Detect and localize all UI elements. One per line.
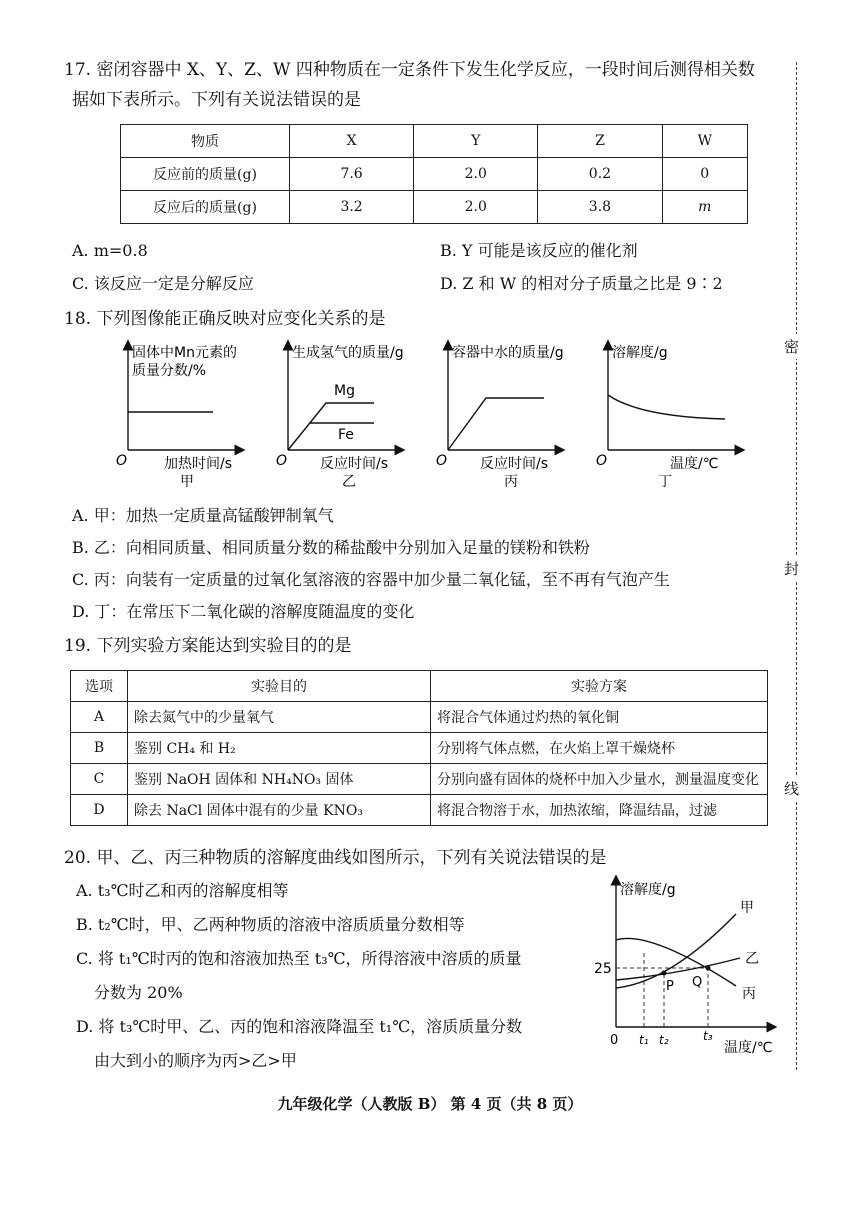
q20-label-p: P	[666, 979, 674, 994]
yi-caption: 乙	[342, 474, 356, 490]
q20-tick-t1: t₁	[639, 1033, 649, 1047]
q20-y-tick: 25	[594, 961, 612, 977]
q20-option-c1: C. 将 t₁℃时丙的饱和溶液加热至 t₃℃，所得溶液中溶质的质量	[76, 949, 522, 968]
bing-origin: O	[436, 453, 448, 469]
ding-ylabel: 溶解度/g	[612, 345, 668, 361]
binding-label-mi: 密	[784, 334, 799, 359]
bing-xlabel: 反应时间/s	[480, 456, 549, 472]
q17-option-b: B. Y 可能是该反应的催化剂	[440, 241, 638, 260]
table-cell: 0	[662, 158, 747, 191]
table-cell: 反应后的质量(g)	[121, 191, 290, 224]
jia-caption: 甲	[180, 474, 194, 490]
table-cell: 7.6	[290, 158, 414, 191]
q20-label-bing: 丙	[742, 986, 756, 1002]
q19-stem: 19. 下列实验方案能达到实验目的的是	[64, 636, 352, 656]
q17-option-d: D. Z 和 W 的相对分子质量之比是 9∶2	[440, 274, 723, 293]
yi-mg-curve	[288, 403, 374, 450]
table-cell: W	[662, 125, 747, 158]
table-row	[71, 702, 768, 733]
yi-ylabel: 生成氢气的质量/g	[292, 345, 404, 361]
table-row	[71, 733, 768, 764]
curve-bing	[616, 938, 736, 986]
q20-option-b: B. t₂℃时，甲、乙两种物质的溶液中溶质质量分数相等	[76, 915, 465, 934]
table-cell: 将混合气体通过灼热的氧化铜	[431, 702, 768, 733]
table-cell: 反应前的质量(g)	[121, 158, 290, 191]
table-cell: 分别向盛有固体的烧杯中加入少量水，测量温度变化	[431, 764, 768, 795]
jia-xlabel: 加热时间/s	[164, 456, 233, 472]
curve-jia	[616, 914, 736, 988]
ding-curve	[608, 395, 725, 419]
ding-caption: 丁	[658, 474, 672, 490]
table-cell: 实验方案	[431, 671, 768, 702]
jia-origin: O	[116, 453, 128, 469]
table-cell: 除去 NaCl 固体中混有的少量 KNO₃	[128, 795, 431, 826]
q20-option-d2: 由大到小的顺序为丙>乙>甲	[94, 1051, 297, 1070]
graph-jia	[116, 344, 240, 490]
table-cell: D	[71, 795, 128, 826]
graph-yi	[276, 344, 404, 490]
q18-option-c: C. 丙：向装有一定质量的过氧化氢溶液的容器中加少量二氧化锰，至不再有气泡产生	[72, 570, 670, 589]
table-cell: C	[71, 764, 128, 795]
q20-tick-t2: t₂	[659, 1033, 669, 1047]
table-cell: 2.0	[414, 191, 538, 224]
ding-origin: O	[596, 453, 608, 469]
graph-ding	[596, 344, 740, 490]
table-row	[121, 125, 748, 158]
q19-table	[70, 670, 768, 826]
table-cell: m	[662, 191, 747, 224]
page-footer: 九年级化学（人教版 B） 第 4 页（共 8 页）	[277, 1095, 583, 1113]
point-p-dot	[662, 971, 667, 976]
table-cell: Z	[538, 125, 662, 158]
q18-graphs	[110, 335, 790, 495]
q20-option-a: A. t₃℃时乙和丙的溶解度相等	[76, 881, 289, 900]
bing-caption: 丙	[504, 474, 518, 490]
q17-stem-line2: 据如下表所示。下列有关说法错误的是	[72, 90, 361, 110]
graph-bing	[436, 344, 564, 490]
binding-label-xian: 线	[784, 776, 799, 801]
point-q-dot	[706, 966, 711, 971]
q20-xlabel: 温度/℃	[724, 1040, 773, 1056]
q20-stem: 20. 甲、乙、丙三种物质的溶解度曲线如图所示，下列有关说法错误的是	[64, 848, 607, 868]
table-cell: 将混合物溶于水，加热浓缩，降温结晶，过滤	[431, 795, 768, 826]
yi-xlabel: 反应时间/s	[320, 456, 389, 472]
q18-stem: 18. 下列图像能正确反映对应变化关系的是	[64, 309, 386, 329]
q17-option-c: C. 该反应一定是分解反应	[72, 274, 254, 293]
table-cell: 选项	[71, 671, 128, 702]
table-cell: 分别将气体点燃，在火焰上罩干燥烧杯	[431, 733, 768, 764]
table-cell: B	[71, 733, 128, 764]
q20-option-d1: D. 将 t₃℃时甲、乙、丙的饱和溶液降温至 t₁℃，溶质质量分数	[76, 1017, 523, 1036]
q17-stem-line1: 17. 密闭容器中 X、Y、Z、W 四种物质在一定条件下发生化学反应，一段时间后测得相关数	[64, 60, 755, 80]
q20-label-jia: 甲	[740, 900, 754, 916]
bing-curve	[448, 398, 544, 450]
q20-ylabel: 溶解度/g	[620, 882, 676, 898]
ding-xlabel: 温度/℃	[670, 456, 719, 472]
q20-label-q: Q	[692, 975, 703, 990]
table-row	[71, 671, 768, 702]
q20-label-yi: 乙	[745, 951, 759, 967]
q20-option-c2: 分数为 20%	[94, 983, 183, 1002]
jia-ylabel1: 固体中Mn元素的	[132, 345, 237, 361]
table-cell: 实验目的	[128, 671, 431, 702]
table-cell: 3.8	[538, 191, 662, 224]
bing-ylabel: 容器中水的质量/g	[452, 345, 564, 361]
q20-tick-t3: t₃	[703, 1029, 713, 1043]
table-row	[71, 795, 768, 826]
yi-label-fe: Fe	[338, 427, 354, 443]
q20-origin: 0	[610, 1033, 619, 1048]
table-cell: 2.0	[414, 158, 538, 191]
table-cell: X	[290, 125, 414, 158]
yi-label-mg: Mg	[334, 383, 355, 399]
table-cell: Y	[414, 125, 538, 158]
jia-ylabel2: 质量分数/%	[132, 363, 207, 379]
table-cell: 物质	[121, 125, 290, 158]
table-row	[71, 764, 768, 795]
binding-label-feng: 封	[784, 556, 799, 581]
table-cell: 除去氮气中的少量氧气	[128, 702, 431, 733]
q18-option-b: B. 乙：向相同质量、相同质量分数的稀盐酸中分别加入足量的镁粉和铁粉	[72, 538, 590, 557]
table-row	[121, 191, 748, 224]
yi-origin: O	[276, 453, 288, 469]
q17-option-a: A. m=0.8	[72, 241, 148, 260]
table-row	[121, 158, 748, 191]
q17-table	[120, 124, 748, 224]
q18-option-a: A. 甲：加热一定质量高锰酸钾制氧气	[72, 506, 334, 525]
table-cell: 0.2	[538, 158, 662, 191]
table-cell: 鉴别 NaOH 固体和 NH₄NO₃ 固体	[128, 764, 431, 795]
q18-option-d: D. 丁：在常压下二氧化碳的溶解度随温度的变化	[72, 602, 415, 621]
q20-solubility-graph	[590, 872, 790, 1062]
table-cell: 鉴别 CH₄ 和 H₂	[128, 733, 431, 764]
table-cell: 3.2	[290, 191, 414, 224]
table-cell: A	[71, 702, 128, 733]
